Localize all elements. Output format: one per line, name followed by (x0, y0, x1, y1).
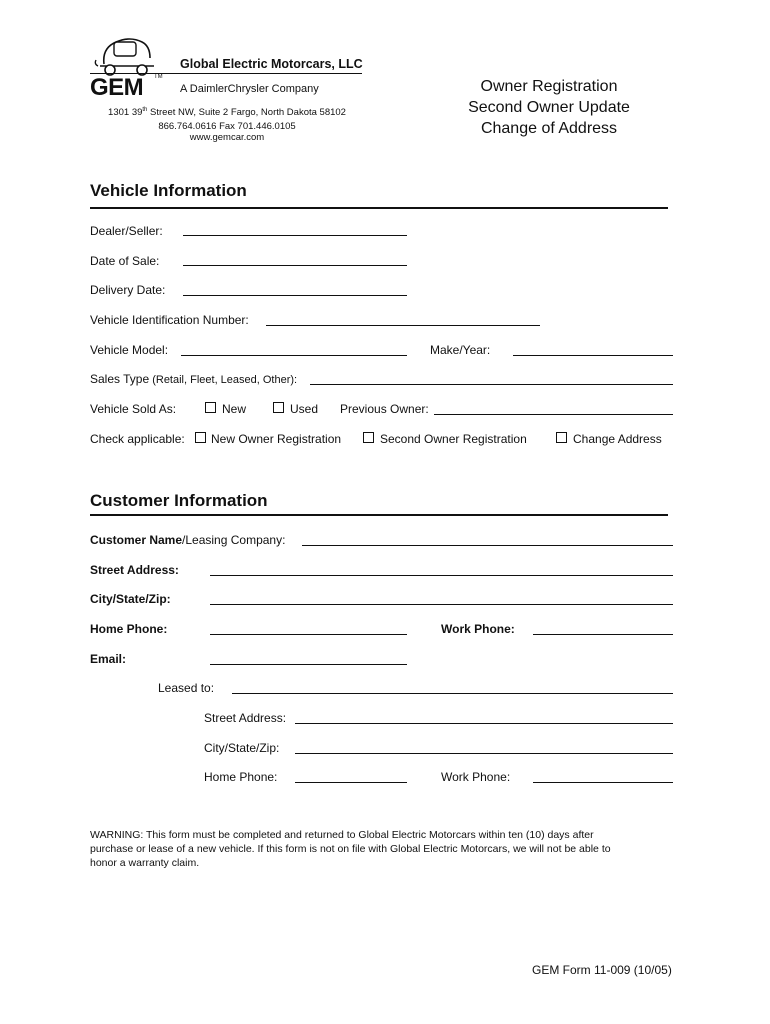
company-address (96, 107, 358, 118)
logo-trademark: TM (154, 74, 163, 80)
customer-name-field[interactable] (302, 545, 673, 546)
lease-street-label: Street Address: (204, 711, 287, 725)
lease-street-field[interactable] (295, 723, 673, 724)
form-title (440, 76, 658, 139)
lease-city-field[interactable] (295, 753, 673, 754)
customer-section-heading: Customer Information (90, 491, 268, 510)
change-address-label: Change Address (573, 432, 662, 446)
logo-wordmark: GEM (90, 74, 144, 101)
home-phone-label: Home Phone: (90, 622, 168, 636)
delivery-date-label: Delivery Date: (90, 283, 166, 297)
city-state-zip-label: City/State/Zip: (90, 592, 171, 606)
street-address-field[interactable] (210, 575, 673, 576)
customer-name-rest: /Leasing Company: (182, 533, 286, 547)
sales-type-label (90, 372, 297, 386)
date-of-sale-field[interactable] (183, 265, 407, 266)
sales-type-options: (Retail, Fleet, Leased, Other): (149, 374, 298, 386)
date-of-sale-label: Date of Sale: (90, 254, 160, 268)
leased-to-field[interactable] (232, 693, 673, 694)
dealer-label: Dealer/Seller: (90, 224, 163, 238)
form-number: GEM Form 11-009 (10/05) (532, 963, 672, 977)
home-phone-field[interactable] (210, 634, 407, 635)
company-website: www.gemcar.com (189, 132, 265, 143)
customer-section-rule (90, 514, 668, 516)
second-owner-label: Second Owner Registration (380, 432, 527, 446)
lease-work-phone-field[interactable] (533, 782, 673, 783)
sold-used-checkbox[interactable] (273, 402, 284, 413)
warning-line1: WARNING: This form must be completed and returned to Global Electric Motorcars within ten (10) days after (90, 829, 594, 841)
work-phone-label: Work Phone: (441, 622, 515, 636)
sales-type-text: Sales Type (90, 372, 150, 386)
car-logo-icon (92, 34, 162, 78)
make-year-label: Make/Year: (430, 343, 491, 357)
address-suffix: th (142, 107, 148, 113)
delivery-date-field[interactable] (183, 295, 407, 296)
company-name: Global Electric Motorcars, LLC (180, 57, 363, 71)
sales-type-field[interactable] (310, 384, 673, 385)
warning-line3: honor a warranty claim. (90, 857, 200, 869)
email-field[interactable] (210, 664, 407, 665)
warning-text (90, 828, 611, 870)
gem-logo (88, 34, 168, 100)
company-phone-fax: 866.764.0616 Fax 701.446.0105 (158, 121, 296, 132)
parent-company: A DaimlerChrysler Company (180, 83, 319, 95)
header-rule (90, 73, 362, 74)
make-year-field[interactable] (513, 355, 673, 356)
vin-label: Vehicle Identification Number: (90, 313, 249, 327)
lease-work-phone-label: Work Phone: (441, 770, 511, 784)
vehicle-model-label: Vehicle Model: (90, 343, 169, 357)
customer-name-label (90, 533, 285, 547)
new-owner-label: New Owner Registration (211, 432, 342, 446)
check-applicable-label: Check applicable: (90, 432, 185, 446)
new-owner-checkbox[interactable] (195, 432, 206, 443)
email-label: Email: (90, 652, 127, 666)
warning-line2: purchase or lease of a new vehicle. If this form is not on file with Global Electric Motorcars, we will not be able to (90, 843, 611, 855)
customer-name-bold: Customer Name (90, 533, 183, 547)
sold-as-label: Vehicle Sold As: (90, 402, 177, 416)
leased-to-label: Leased to: (158, 681, 215, 695)
sold-new-checkbox[interactable] (205, 402, 216, 413)
address-rest: Street NW, Suite 2 Fargo, North Dakota 58102 (147, 107, 346, 119)
vehicle-section-rule (90, 207, 668, 209)
lease-home-phone-field[interactable] (295, 782, 407, 783)
vehicle-section-heading: Vehicle Information (90, 181, 247, 200)
second-owner-checkbox[interactable] (363, 432, 374, 443)
form-title-line1: Owner Registration (480, 78, 618, 95)
previous-owner-label: Previous Owner: (340, 402, 429, 416)
previous-owner-field[interactable] (434, 414, 673, 415)
lease-home-phone-label: Home Phone: (204, 770, 278, 784)
sold-used-label: Used (290, 402, 319, 416)
lease-city-label: City/State/Zip: (204, 741, 280, 755)
city-state-zip-field[interactable] (210, 604, 673, 605)
form-title-line2: Second Owner Update (468, 99, 630, 116)
dealer-field[interactable] (183, 235, 407, 236)
change-address-checkbox[interactable] (556, 432, 567, 443)
form-title-line3: Change of Address (480, 120, 618, 137)
vin-field[interactable] (266, 325, 540, 326)
work-phone-field[interactable] (533, 634, 673, 635)
street-address-label: Street Address: (90, 563, 179, 577)
sold-new-label: New (222, 402, 247, 416)
address-number: 1301 39 (108, 107, 143, 119)
vehicle-model-field[interactable] (181, 355, 407, 356)
